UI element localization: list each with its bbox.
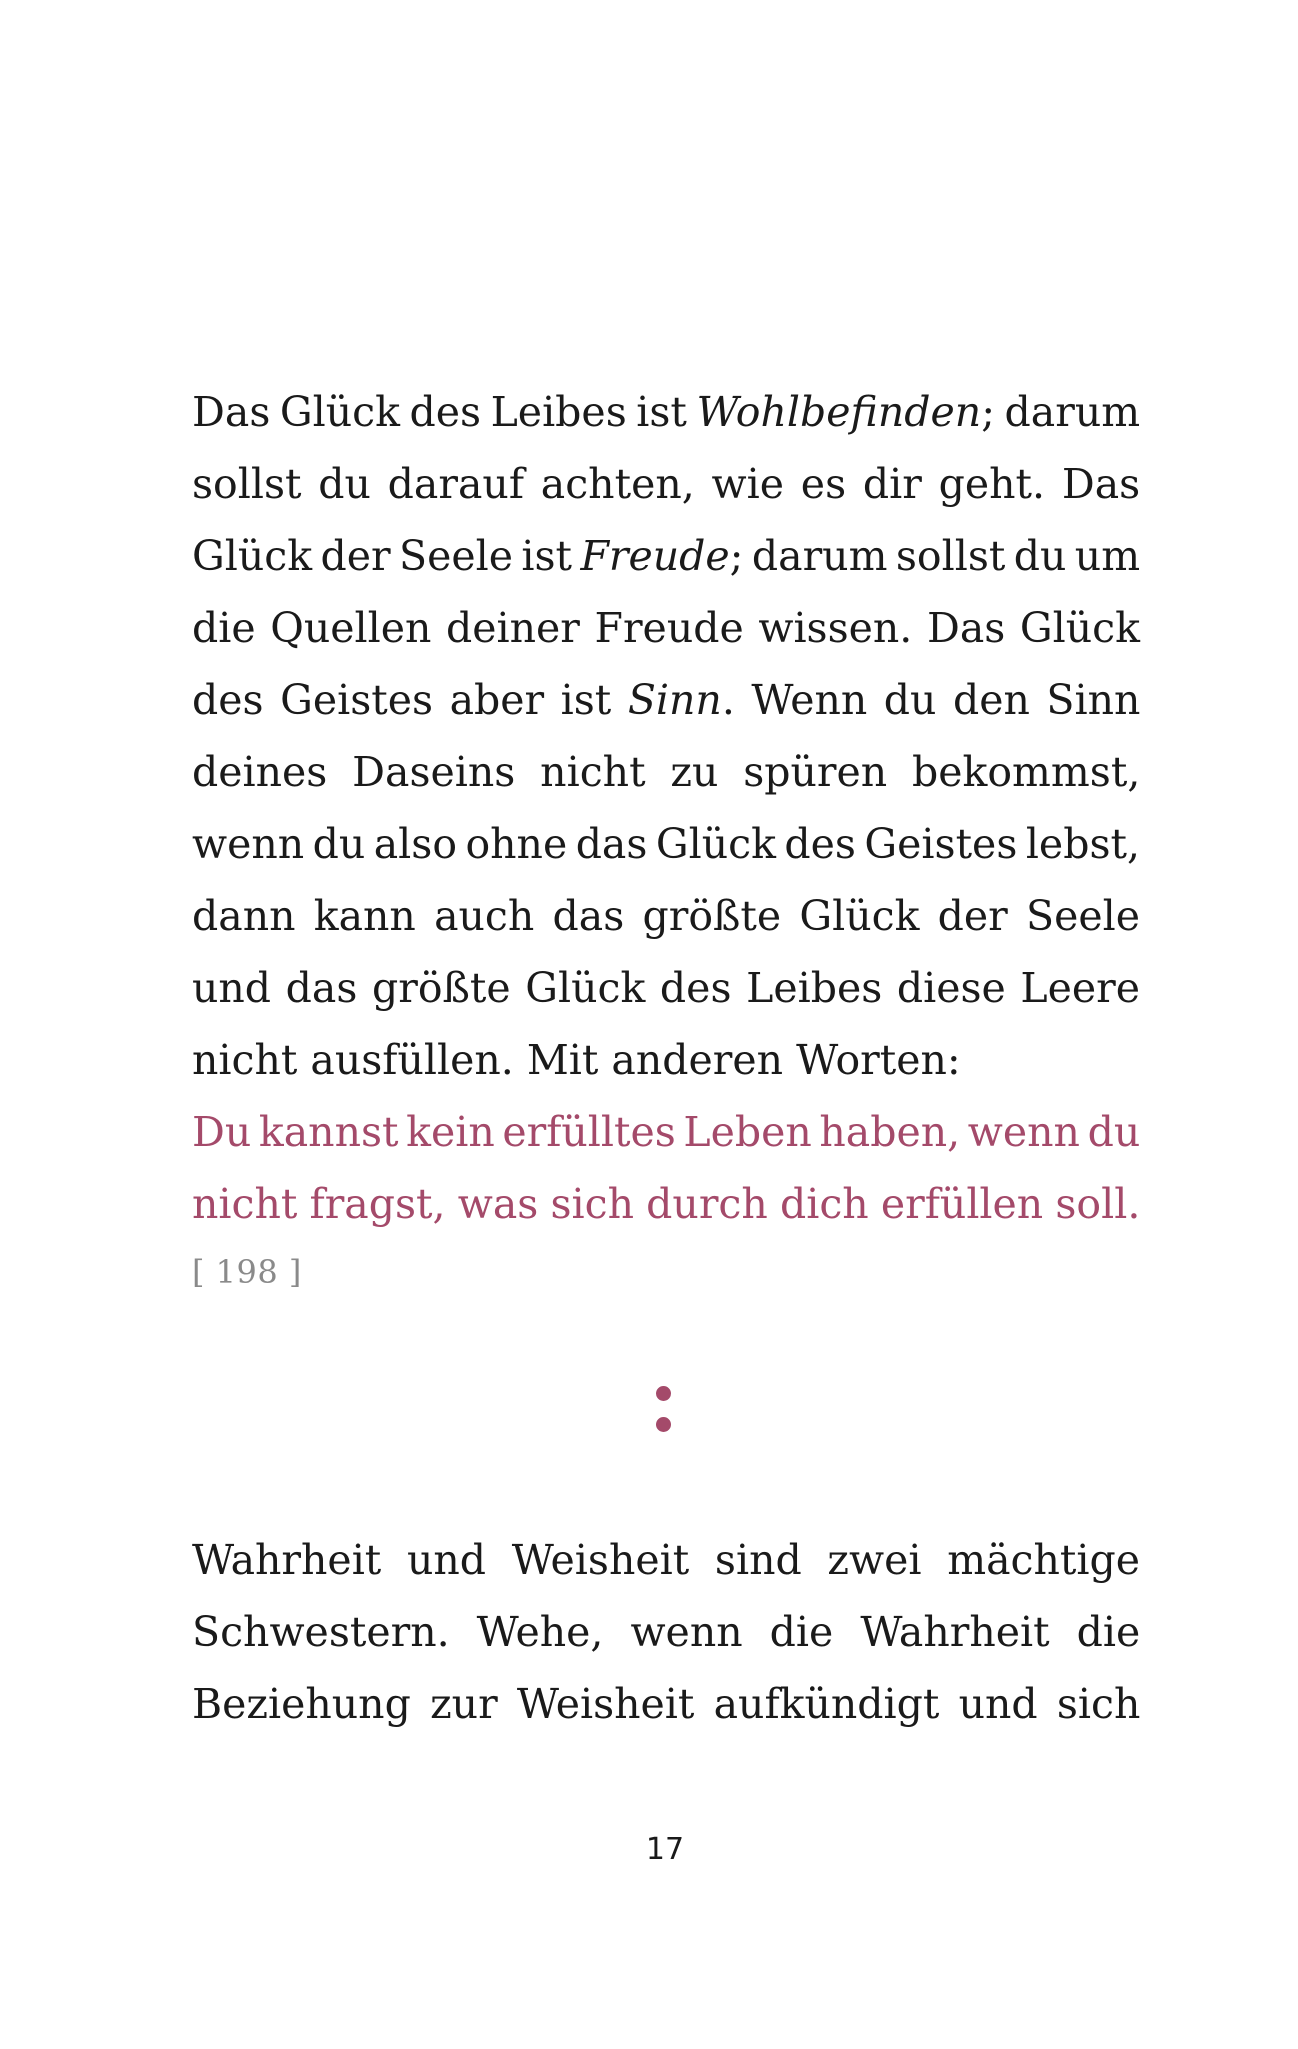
text-line: wenn du also ohne das Glück des Geistes lebst, bbox=[192, 820, 1140, 868]
divider-dot bbox=[656, 1417, 671, 1432]
text-line: des Geistes aber ist Sinn. Wenn du den Sinn bbox=[192, 676, 1141, 724]
text-line: die Quellen deiner Freude wissen. Das Glück bbox=[192, 604, 1140, 652]
text-line: Glück der Seele ist Freude; darum sollst du um bbox=[192, 532, 1141, 580]
text-line: und das größte Glück des Leibes diese Leere bbox=[192, 964, 1140, 1012]
text-line: Wahrheit und Weisheit sind zwei mächtige bbox=[192, 1536, 1140, 1584]
text-line: dann kann auch das größte Glück der Seele bbox=[192, 892, 1140, 940]
divider-dot bbox=[656, 1386, 671, 1401]
highlighted-quote-line: nicht fragst, was sich durch dich erfüllen soll. bbox=[192, 1180, 1141, 1228]
text-line: nicht ausfüllen. Mit anderen Worten: bbox=[192, 1036, 961, 1084]
text-line: Das Glück des Leibes ist Wohlbefinden; darum bbox=[192, 388, 1141, 436]
text-line: sollst du darauf achten, wie es dir geht. Das bbox=[192, 460, 1141, 508]
text-line: Schwestern. Wehe, wenn die Wahrheit die bbox=[192, 1608, 1141, 1656]
page-number: 17 bbox=[645, 1832, 685, 1867]
reference-number: [ 198 ] bbox=[192, 1253, 302, 1291]
text-line: deines Daseins nicht zu spüren bekommst, bbox=[192, 748, 1141, 796]
highlighted-quote-line: Du kannst kein erfülltes Leben haben, wenn du bbox=[192, 1108, 1141, 1156]
text-line: Beziehung zur Weisheit aufkündigt und sich bbox=[192, 1680, 1141, 1728]
